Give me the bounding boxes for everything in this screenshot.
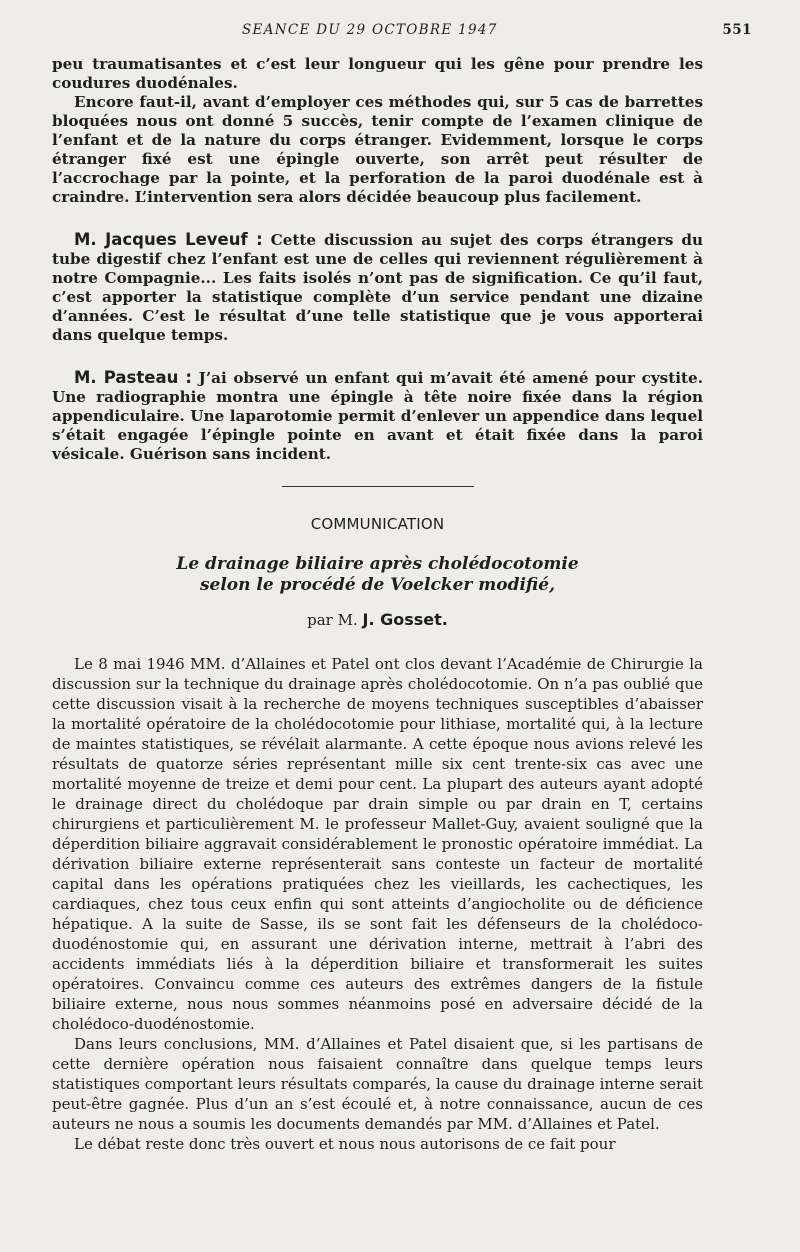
speaker-name: M. Pasteau : [74, 368, 193, 387]
page-body [52, 55, 703, 1154]
continuation-paragraph: peu traumatisantes et c’est leur longueur qui les gêne pour prendre les coudures duodénales. [52, 55, 703, 92]
article-paragraph: Le 8 mai 1946 MM. d’Allaines et Patel ont clos devant l’Académie de Chirurgie la discussion sur la technique du drainage après cholédocotomie. On n’a pas oublié que cette discussion visait à la recherche de moyens techniques susceptibles d’abaisser la mortalité opératoire de la cholédocotomie pour lithiase, mortalité qui, à la lecture de maintes statistiques, se révélait alarmante. A cette époque nous avions relevé les résultats de quatorze séries représentant mille six cent trente-six cas avec une mortalité moyenne de treize et demi pour cent. La plupart des auteurs ayant adopté le drainage direct du cholédoque par drain simple ou par drain en T, certains chirurgiens et particulièrement M. le professeur Mallet-Guy, avaient souligné que la déperdition biliaire aggravait considérablement le pronostic opératoire immédiat. La dérivation biliaire externe représenterait sans conteste un facteur de mortalité capital dans les opérations pratiquées chez les vieillards, les cachectiques, les cardiaques, chez tous ceux enfin qui sont atteints d’angiocholite ou de déficience hépatique. A la suite de Sasse, ils se sont fait les défenseurs de la cholédoco-duodénostomie qui, en assurant une dérivation interne, mettrait à l’abri des accidents immédiats liés à la déperdition biliaire et transformerait les suites opératoires. Convaincu comme ces auteurs des extrêmes dangers de la fistule biliaire externe, nous nous sommes néanmoins posé en adversaire décidé de la cholédoco-duodénostomie. [52, 655, 703, 1033]
section-divider [282, 486, 474, 487]
intervention-leveuf [52, 230, 703, 345]
article-title [52, 554, 703, 596]
article-paragraph: Dans leurs conclusions, MM. d’Allaines et Patel disaient que, si les partisans de cette dernière opération nous faisaient connaître dans quelque temps leurs statistiques comportant leurs résultats comparés, la cause du drainage interne serait peut-être gagnée. Plus d’un an s’est écoulé et, à notre connaissance, aucun de ces auteurs ne nous a soumis les documents demandés par MM. d’Allaines et Patel. [52, 1035, 703, 1133]
article-paragraph: Le débat reste donc très ouvert et nous nous autorisons de ce fait pour [74, 1135, 616, 1153]
article-title-line: selon le procédé de Voelcker modifié, [199, 575, 556, 595]
intervention-pasteau [52, 368, 703, 464]
speaker-name: M. Jacques Leveuf : [74, 230, 263, 249]
article-title-line: Le drainage biliaire après cholédocotomie [176, 554, 579, 574]
page-number: 551 [722, 22, 752, 38]
running-title: SEANCE DU 29 OCTOBRE 1947 [242, 22, 498, 38]
author-name: J. Gosset. [362, 610, 448, 629]
communication-label: COMMUNICATION [310, 515, 445, 533]
article-byline [52, 610, 703, 630]
intervention-text: Cette discussion au sujet des corps étrangers du tube digestif chez l’enfant est une de celles qui reviennent régulièrement à notre Compagnie... Les faits isolés n’ont pas de signification. Ce qu’il faut, c’est apporter la statistique complète d’un service pendant une dizaine d’années. C’est le résultat d’une telle statistique que je vous apporterai dans quelque temps. [52, 231, 703, 344]
byline-prefix: par M. [307, 611, 358, 629]
intervention-text: J’ai observé un enfant qui m’avait été amené pour cystite. Une radiographie montra une épingle à tête noire fixée dans la région appendiculaire. Une laparotomie permit d’enlever un appendice dans lequel s’était engagée l’épingle pointe en avant et était fixée dans la paroi vésicale. Guérison sans incident. [52, 369, 703, 463]
article-body [52, 654, 703, 1154]
continuation-paragraph: Encore faut-il, avant d’employer ces méthodes qui, sur 5 cas de barrettes bloquées nous ont donné 5 succès, tenir compte de l’examen clinique de l’enfant et de la nature du corps étranger. Evidemment, lorsque le corps étranger fixé est une épingle ouverte, son arrêt peut résulter de l’accrochage par la pointe, et la perforation de la paroi duodénale est à craindre. L’intervention sera alors décidée beaucoup plus facilement. [52, 93, 703, 206]
